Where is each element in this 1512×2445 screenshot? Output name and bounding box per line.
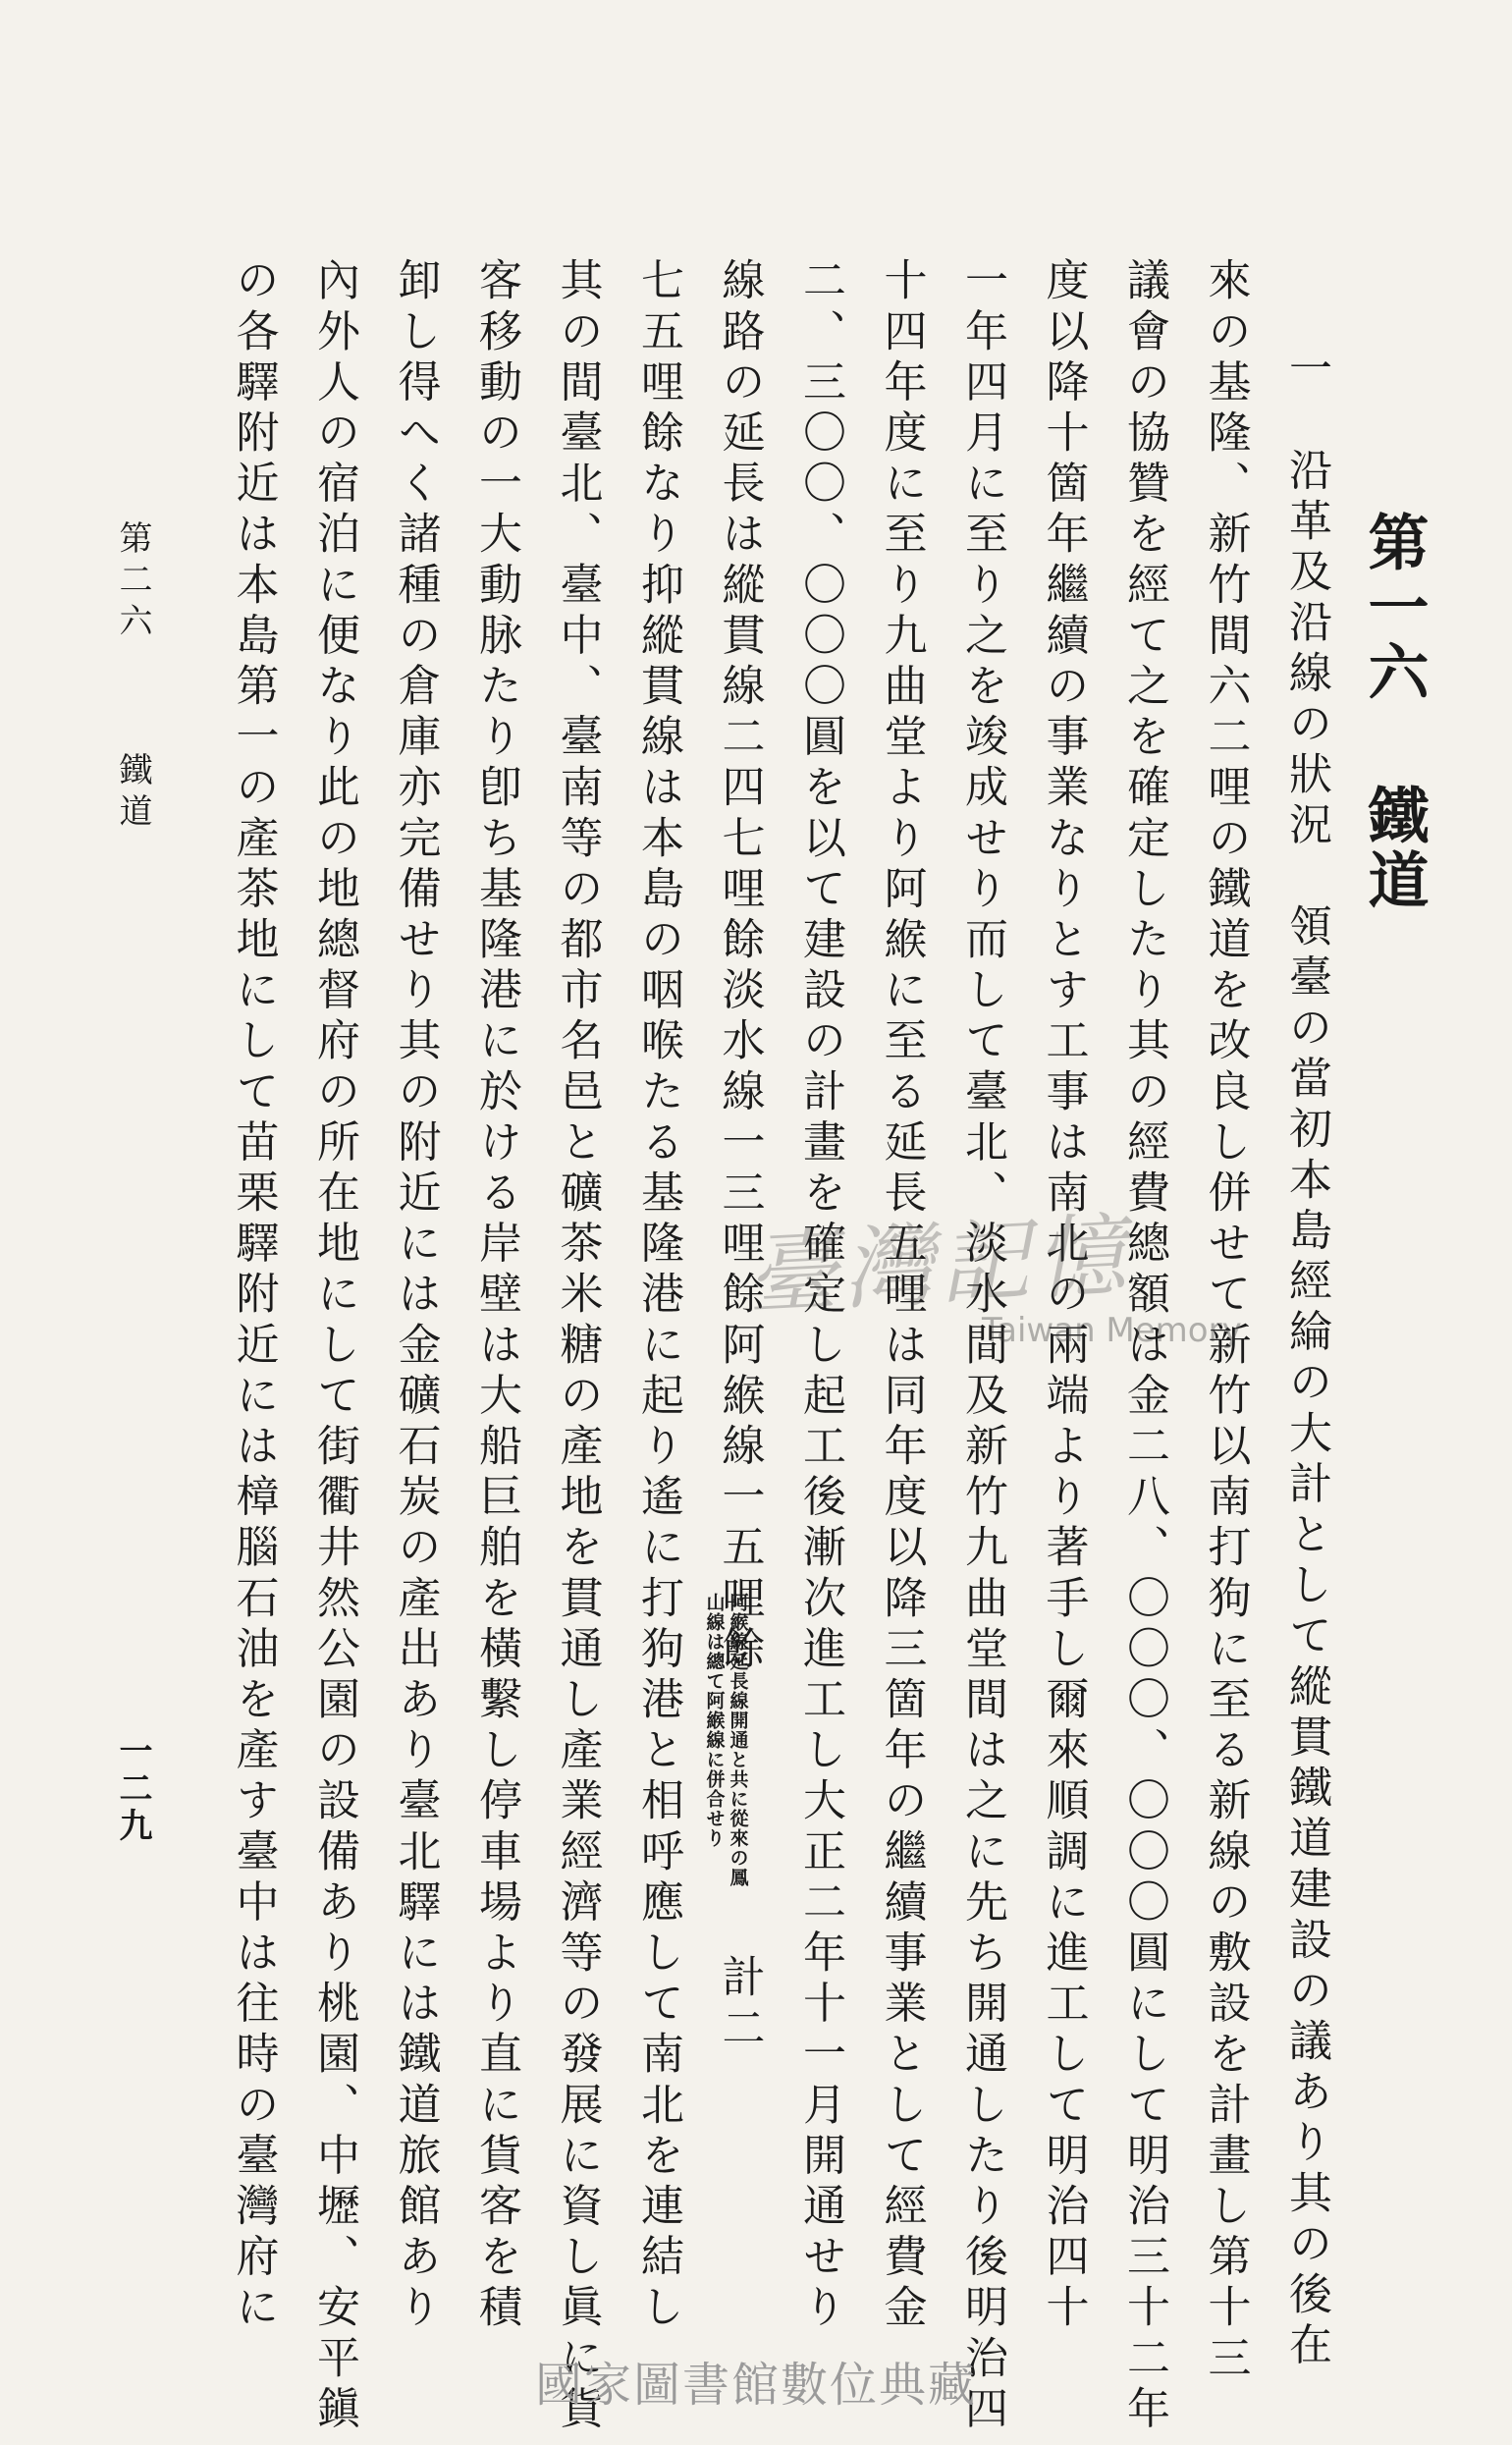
body-column-2: 來の基隆、新竹間六二哩の鐵道を改良し併せて新竹以南打狗に至る新線の敷設を計畫し第十三 bbox=[1200, 257, 1251, 2386]
chapter-name: 鐵道 bbox=[1358, 784, 1430, 913]
body-column-13: 內外人の宿泊に便なり此の地總督府の所在地にして街衢井然公園の設備あり桃園、中壢、安平鎭 bbox=[309, 257, 359, 2436]
body-column-8-continuation: 計二 bbox=[714, 1954, 765, 2056]
body-column-7: 二、三〇〇、〇〇〇圓を以て建設の計畫を確定し起工後漸次進工し大正二年十一月開通せり bbox=[795, 257, 845, 2335]
running-header bbox=[113, 520, 152, 835]
chapter-number: 第一六 bbox=[1358, 511, 1430, 705]
body-column-10: 其の間臺北、臺中、臺南等の都市名邑と礦茶米糖の產地を貫通し產業經濟等の發展に資し眞に貨 bbox=[552, 257, 603, 2436]
annotation-line-2: 山線は總て阿緱線に併合せり bbox=[703, 1593, 726, 1848]
chapter-title bbox=[1358, 511, 1430, 913]
body-column-5: 一年四月に至り之を竣成せり而して臺北、淡水間及新竹九曲堂間は之に先ち開通したり後明治四 bbox=[957, 257, 1007, 2436]
body-column-11: 客移動の一大動脉たり卽ち基隆港に於ける岸壁は大船巨舶を橫繫し停車場より直に貨客を積 bbox=[471, 257, 521, 2335]
watermark-english: Taiwan Memory bbox=[982, 1311, 1242, 1350]
body-column-3: 議會の協贊を經て之を確定したり其の經費總額は金二八、〇〇〇、〇〇〇圓にして明治三十二年 bbox=[1119, 257, 1169, 2436]
body-column-9: 七五哩餘なり抑縱貫線は本島の咽喉たる基隆港に起り遙に打狗港と相呼應して南北を連結し bbox=[633, 257, 683, 2335]
annotation-line-1: 阿緱線延長線開通と共に從來の鳳 bbox=[727, 1593, 749, 1887]
body-column-12: 卸し得へく諸種の倉庫亦完備せり其の附近には金礦石炭の產出あり臺北驛には鐵道旅館あり bbox=[390, 257, 441, 2335]
running-header-name: 鐵道 bbox=[113, 752, 152, 835]
footer-watermark: 國家圖書館數位典藏 bbox=[534, 2358, 977, 2413]
body-column-8: 線路の延長は縱貫線二四七哩餘淡水線一三哩餘阿緱線一五哩餘 bbox=[714, 257, 765, 1676]
body-column-4: 度以降十箇年繼續の事業なりとす工事は南北の兩端より著手し爾來順調に進工して明治四十 bbox=[1038, 257, 1089, 2335]
watermark-logo: 臺灣記憶 bbox=[743, 1202, 1134, 1329]
body-column-6: 十四年度に至り九曲堂より阿緱に至る延長五哩は同年度以降三箇年の繼續事業として經費金 bbox=[876, 257, 927, 2335]
body-column-1: 一 沿革及沿線の狀況 領臺の當初本島經綸の大計として縱貫鐵道建設の議あり其の後在 bbox=[1281, 346, 1331, 2372]
running-header-label: 第二六 bbox=[113, 520, 152, 644]
page-number: 一二九 bbox=[113, 1733, 152, 1845]
body-column-14: の各驛附近は本島第一の產茶地にして苗栗驛附近には樟腦石油を產す臺中は往時の臺灣府に bbox=[228, 257, 279, 2335]
